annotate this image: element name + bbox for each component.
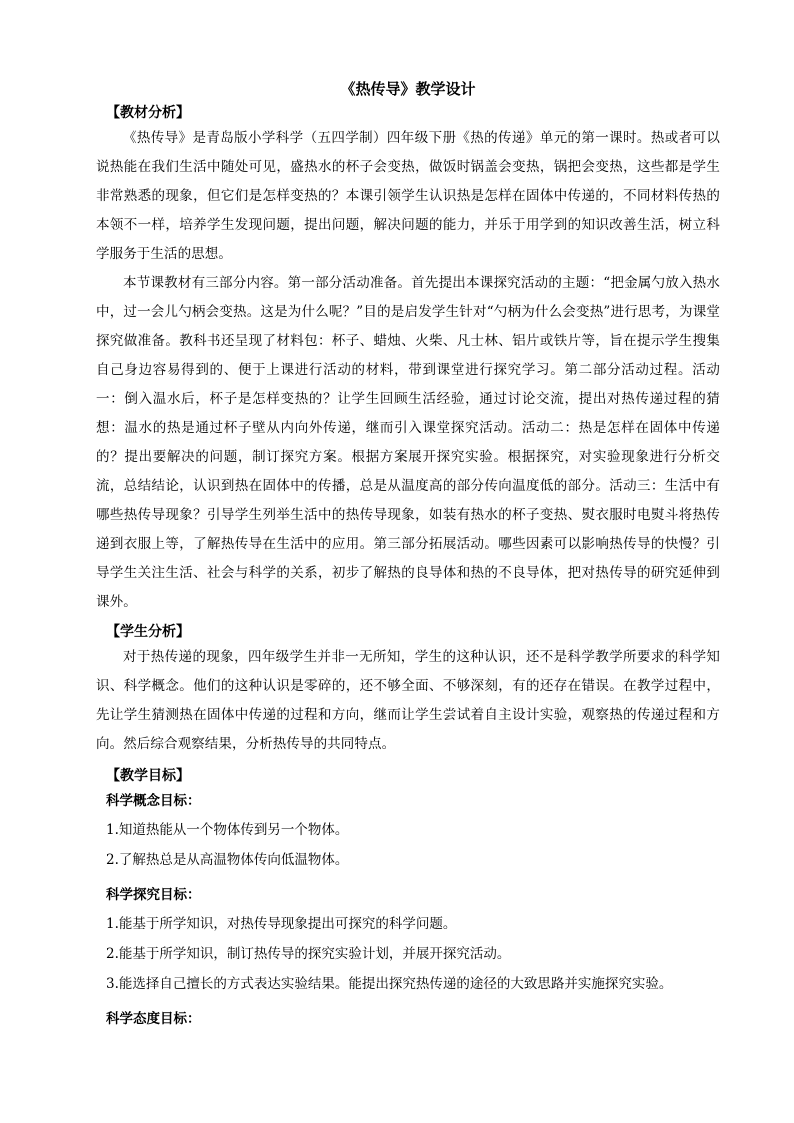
student-analysis-paragraph: 对于热传递的现象，四年级学生并非一无所知，学生的这种认识，还不是科学教学所要求的科学知识、科学概念。他们的这种认识是零碎的，还不够全面、不够深刻，有的还存在错误。在教学过程中，先让学生猜测热在固体中传递的过程和方向，继而让学生尝试着自主设计实验，观察热的传递过程和方向。然后综合观察结果，分析热传导的共同特点。 [96, 649, 720, 752]
section-heading-student-analysis: 【学生分析】 [106, 624, 190, 640]
concept-objectives-label: 科学概念目标： [106, 793, 201, 809]
section-heading-teaching-objectives: 【教学目标】 [106, 768, 190, 784]
concept-objective-item: 1.知道热能从一个物体传到另一个物体。 [106, 822, 349, 838]
textbook-analysis-paragraph-1: 《热传导》是青岛版小学科学（五四学制）四年级下册《热的传递》单元的第一课时。热或者可以说热能在我们生活中随处可见，盛热水的杯子会变热，做饭时锅盖会变热，锅把会变热，这些都是学生非常熟悉的现象，但它们是怎样变热的？本课引领学生认识热是怎样在固体中传递的，不同材料传热的本领不一样，培养学生发现问题，提出问题，解决问题的能力，并乐于用学到的知识改善生活，树立科学服务于生活的思想。 [96, 130, 720, 262]
document-page [96, 78, 720, 1033]
inquiry-objective-item: 3.能选择自己擅长的方式表达实验结果。能提出探究热传递的途径的大致思路并实施探究实验。 [106, 976, 673, 992]
inquiry-objective-item: 1.能基于所学知识，对热传导现象提出可探究的科学问题。 [106, 916, 457, 932]
attitude-objectives-label: 科学态度目标： [106, 1011, 201, 1027]
section-heading-textbook-analysis: 【教材分析】 [106, 105, 190, 121]
document-title: 《热传导》教学设计 [340, 80, 476, 98]
textbook-analysis-paragraph-2: 本节课教材有三部分内容。第一部分活动准备。首先提出本课探究活动的主题：“把金属勺放入热水中，过一会儿勺柄会变热。这是为什么呢？”目的是启发学生针对“勺柄为什么会变热”进行思考，为课堂探究做准备。教科书还呈现了材料包：杯子、蜡烛、火柴、凡士林、铝片或铁片等，旨在提示学生搜集自己身边容易得到的、便于上课进行活动的材料，带到课堂进行探究学习。第二部分活动过程。活动一：倒入温水后，杯子是怎样变热的？让学生回顾生活经验，通过讨论交流，提出对热传递过程的猜想：温水的热是通过杯子壁从内向外传递，继而引入课堂探究活动。活动二：热是怎样在固体中传递的？提出要解决的问题，制订探究方案。根据方案展开探究实验。根据探究，对实验现象进行分析交流，总结结论，认识到热在固体中的传播，总是从温度高的部分传向温度低的部分。活动三：生活中有哪些热传导现象？引导学生列举生活中的热传导现象，如装有热水的杯子变热、熨衣服时电熨斗将热传递到衣服上等，了解热传导在生活中的应用。第三部分拓展活动。哪些因素可以影响热传导的快慢？引导学生关注生活、社会与科学的关系，初步了解热的良导体和热的不良导体，把对热传导的研究延伸到课外。 [96, 275, 720, 610]
inquiry-objective-item: 2.能基于所学知识，制订热传导的探究实验计划，并展开探究活动。 [106, 946, 511, 962]
inquiry-objectives-label: 科学探究目标： [106, 887, 201, 903]
concept-objective-item: 2.了解热总是从高温物体传向低温物体。 [106, 852, 349, 868]
